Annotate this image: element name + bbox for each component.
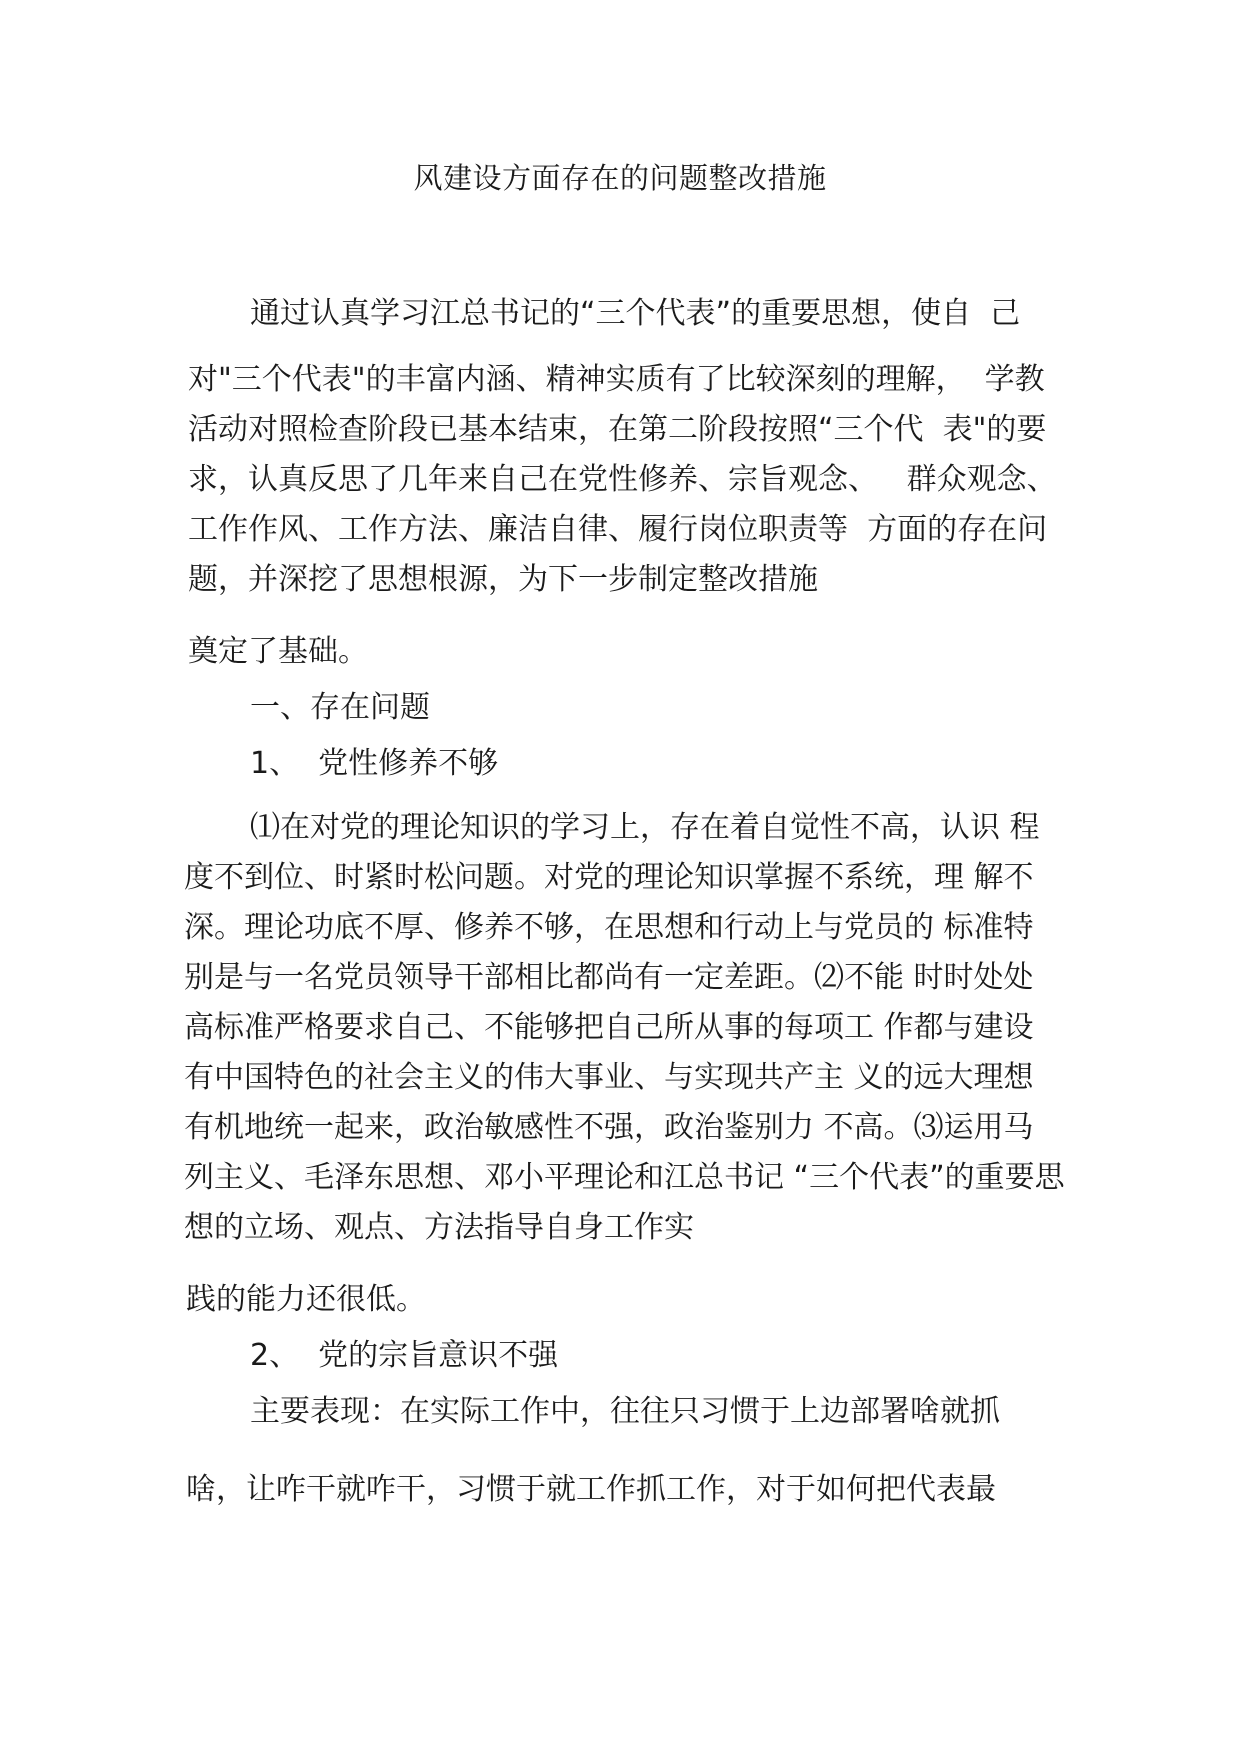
paragraph-line: 有中国特色的社会主义的伟大事业、与实现共产主 义的远大理想 (184, 1060, 1034, 1095)
paragraph-line: 高标准严格要求自己、不能够把自己所从事的每项工 作都与建设 (184, 1010, 1034, 1045)
paragraph-line: 工作作风、工作方法、廉洁自律、履行岗位职责等 方面的存在问 (188, 512, 1048, 547)
paragraph-line: 别是与一名党员领导干部相比都尚有一定差距。⑵不能 时时处处 (184, 960, 1034, 995)
paragraph-line: 活动对照检查阶段已基本结束，在第二阶段按照“三个代 表"的要 (188, 412, 1047, 447)
paragraph-line: ⑴在对党的理论知识的学习上，存在着自觉性不高，认识 程 (250, 810, 1040, 845)
paragraph-line: 通过认真学习江总书记的“三个代表”的重要思想，使自 己 (250, 296, 1021, 331)
subsection-heading: 1、 党性修养不够 (250, 746, 499, 781)
paragraph-line: 奠定了基础。 (188, 634, 368, 669)
paragraph-line: 度不到位、时紧时松问题。对党的理论知识掌握不系统，理 解不 (184, 860, 1034, 895)
paragraph-line: 题，并深挖了思想根源，为下一步制定整改措施 (188, 562, 818, 597)
section-heading: 一、存在问题 (250, 690, 430, 725)
subsection-heading: 2、 党的宗旨意识不强 (250, 1338, 559, 1373)
paragraph-line: 践的能力还很低。 (186, 1282, 426, 1317)
paragraph-line: 主要表现：在实际工作中，往往只习惯于上边部署啥就抓 (250, 1394, 1000, 1429)
paragraph-line: 列主义、毛泽东思想、邓小平理论和江总书记 “三个代表”的重要思 (184, 1160, 1065, 1195)
paragraph-line: 对"三个代表"的丰富内涵、精神实质有了比较深刻的理解， 学教 (188, 362, 1045, 397)
paragraph-line: 啥，让咋干就咋干，习惯于就工作抓工作，对于如何把代表最 (186, 1472, 996, 1507)
paragraph-line: 深。理论功底不厚、修养不够，在思想和行动上与党员的 标准特 (184, 910, 1034, 945)
paragraph-line: 有机地统一起来，政治敏感性不强，政治鉴别力 不高。⑶运用马 (184, 1110, 1034, 1145)
paragraph-line: 求，认真反思了几年来自己在党性修养、宗旨观念、 群众观念、 (188, 462, 1057, 497)
paragraph-line: 想的立场、观点、方法指导自身工作实 (184, 1210, 694, 1245)
document-title: 风建设方面存在的问题整改措施 (413, 161, 827, 195)
